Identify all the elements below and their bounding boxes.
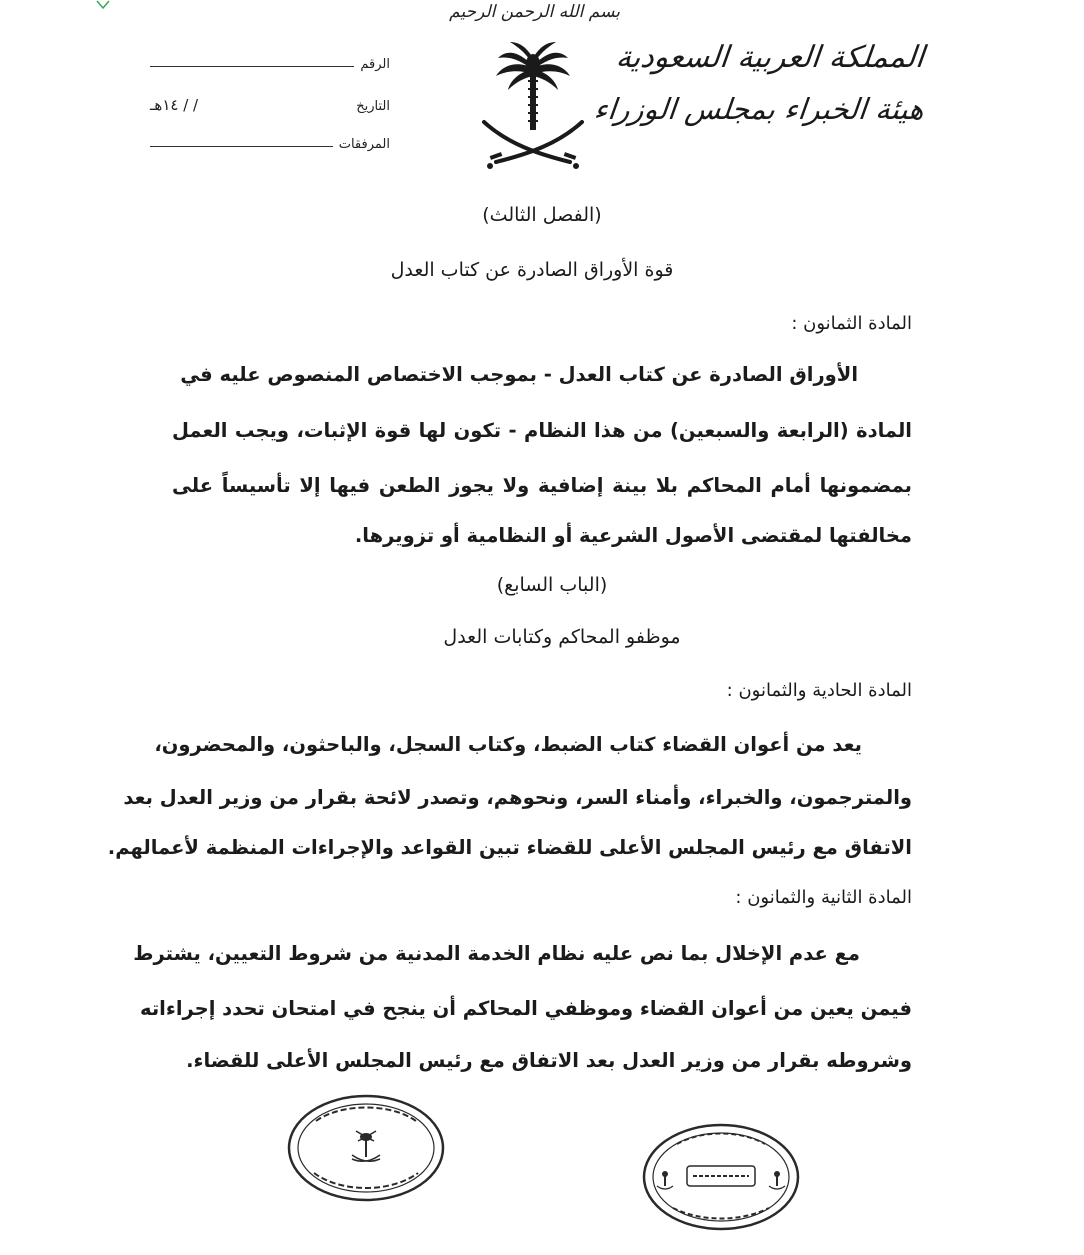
attachments-label: المرفقات — [338, 137, 390, 152]
attachments-blank-line — [150, 145, 333, 147]
chapter-subtitle: قوة الأوراق الصادرة عن كتاب العدل — [390, 259, 674, 281]
date-row — [150, 88, 390, 114]
article-81-line-3: الاتفاق مع رئيس المجلس الأعلى للقضاء تبين القواعد والإجراءات المنظمة لأعمالهم. — [107, 836, 912, 859]
article-80-line-2: المادة (الرابعة والسبعين) من هذا النظام - تكون لها قوة الإثبات، ويجب العمل — [172, 419, 912, 442]
attachments-row — [150, 126, 390, 152]
reference-label: الرقم — [360, 57, 390, 72]
article-82-line-1: مع عدم الإخلال بما نص عليه نظام الخدمة المدنية من شروط التعيين، يشترط — [133, 942, 860, 965]
part-subtitle: موظفو المحاكم وكتابات العدل — [443, 626, 681, 648]
article-82-line-3: وشروطه بقرار من وزير العدل بعد الاتفاق مع رئيس المجلس الأعلى للقضاء. — [186, 1049, 912, 1072]
article-82-title: المادة الثانية والثمانون : — [735, 887, 912, 908]
saudi-emblem-icon — [478, 36, 588, 176]
corner-mark-icon — [96, 0, 110, 10]
org-name: المملكة العربية السعودية — [614, 40, 926, 75]
article-80-title: المادة الثمانون : — [791, 313, 912, 334]
reference-number-row — [150, 46, 390, 72]
article-80-line-1: الأوراق الصادرة عن كتاب العدل - بموجب الاختصاص المنصوص عليه في — [180, 363, 858, 386]
chapter-title: (الفصل الثالث) — [482, 204, 602, 226]
date-value: / / ١٤هـ — [150, 96, 199, 114]
part-title: (الباب السابع) — [496, 574, 608, 596]
article-82-line-2: فيمن يعين من أعوان القضاء وموظفي المحاكم أن ينجح في امتحان تحدد إجراءاته — [140, 997, 912, 1020]
article-80-line-3: بمضمونها أمام المحاكم بلا بينة إضافية ولا يجوز الطعن فيها إلا تأسيساً على — [172, 474, 912, 497]
article-81-line-2: والمترجمون، والخبراء، وأمناء السر، ونحوهم، وتصدر لائحة بقرار من وزير العدل بعد — [123, 786, 912, 809]
article-81-line-1: يعد من أعوان القضاء كتاب الضبط، وكتاب السجل، والباحثون، والمحضرون، — [154, 733, 862, 756]
general-secretariat-seal — [286, 1093, 446, 1203]
article-80-line-4: مخالفتها لمقتضى الأصول الشرعية أو النظامية أو تزويرها. — [354, 524, 912, 547]
reference-blank-line — [150, 65, 354, 67]
basmala: بسم الله الرحمن الرحيم — [449, 2, 620, 22]
certified-copy-seal — [641, 1122, 801, 1232]
date-label: التاريخ — [356, 99, 390, 114]
article-81-title: المادة الحادية والثمانون : — [726, 680, 912, 701]
org-department: هيئة الخبراء بمجلس الوزراء — [592, 92, 926, 126]
